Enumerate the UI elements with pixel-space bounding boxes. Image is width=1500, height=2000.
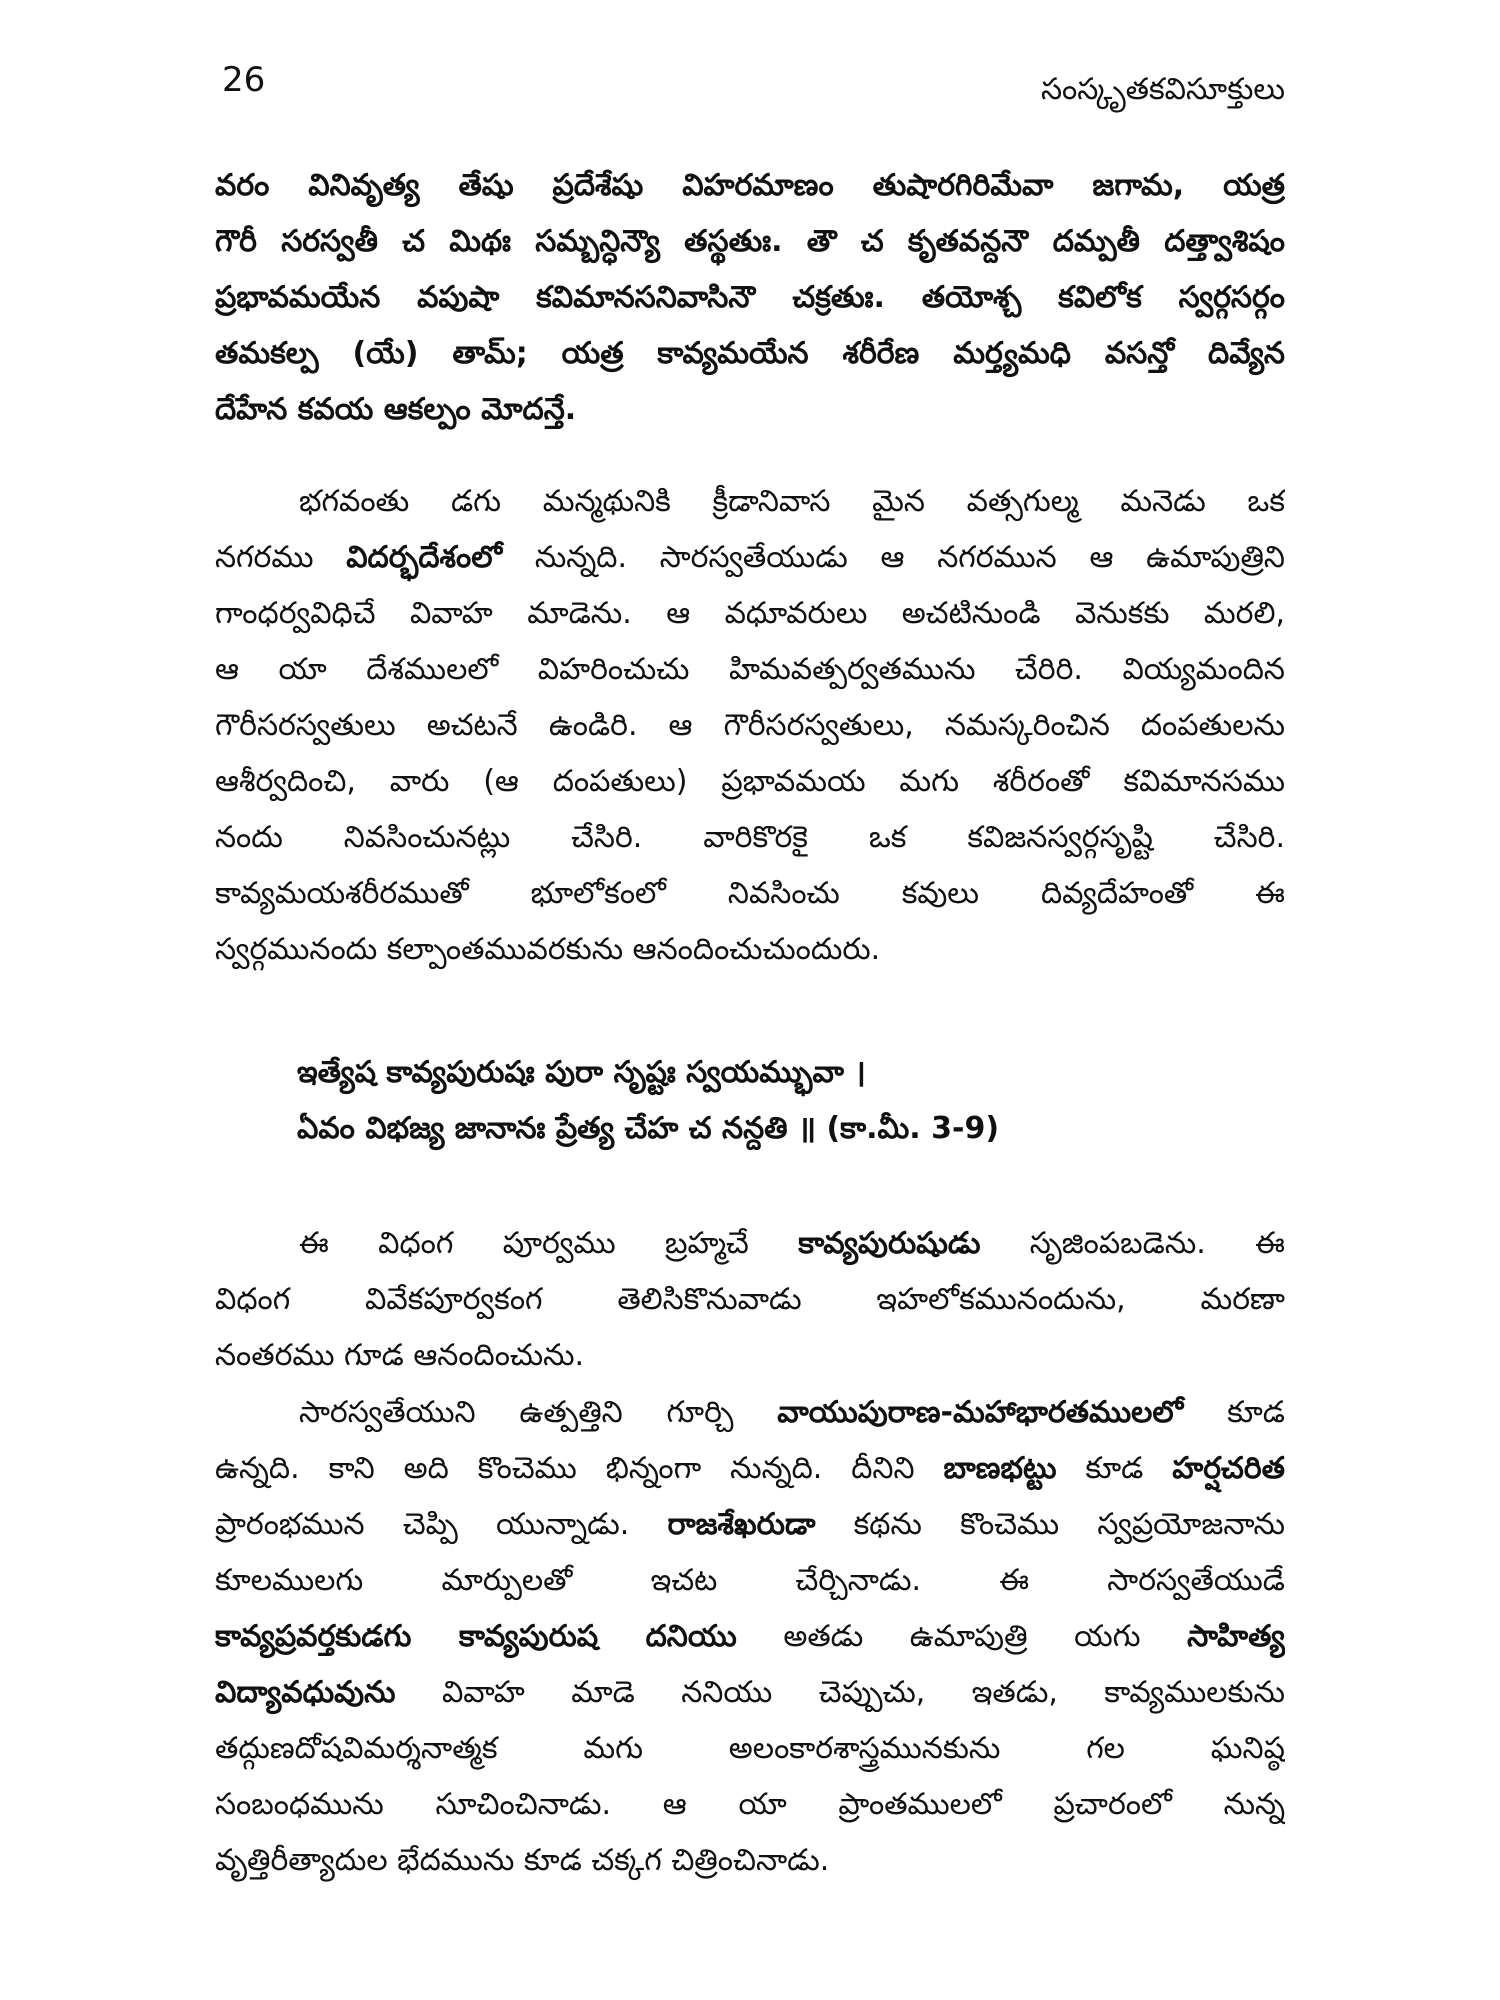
text-line: గాంధర్వవిధిచే వివాహ మాడెను. ఆ వధూవరులు అచటినుండి వెనుకకు మరలి,: [215, 596, 1285, 631]
text-line: సంబంధమును సూచించినాడు. ఆ యా ప్రాంతములలో ప్రచారంలో నున్న: [215, 1787, 1285, 1822]
bold-term: కావ్యప్రవర్తకుడగు కావ్యపురుష దనియు: [215, 1619, 737, 1654]
bold-term: రాజశేఖరుడా: [667, 1507, 816, 1542]
text-span: ఉన్నది. కాని అది కొంచెము భిన్నంగా నున్నది. దీనిని: [215, 1451, 944, 1486]
bold-term: బాణభట్టు: [943, 1451, 1057, 1486]
text-line: [215, 1216, 1285, 1272]
text-line: [215, 1609, 1285, 1665]
text-span: నున్నది. సారస్వతేయుడు ఆ నగరమున ఆ ఉమాపుత్రిని: [502, 540, 1285, 575]
page-number: 26: [222, 60, 266, 100]
text-span: వివాహ మాడె ననియు చెప్పుచు, ఇతడు, కావ్యములకును: [395, 1675, 1285, 1710]
text-line: భగవంతు డగు మన్మథునికి క్రీడానివాస మైన వత్సగుల్మ మనెడు ఒక: [299, 484, 1285, 519]
bold-term: కావ్యపురుషుడు: [798, 1226, 981, 1261]
text-line: తమకల్ప (యే) తామ్; యత్ర కావ్యమయేన శరీరేణ మర్త్యమధి వసన్తో దివ్యేన: [215, 336, 1285, 371]
paragraph-3: [215, 1385, 1285, 1889]
text-span: కూడ: [1183, 1395, 1285, 1430]
bold-term: వాయుపురాణ-మహాభారతములలో: [777, 1395, 1184, 1430]
text-line: గౌరీసరస్వతులు అచటనే ఉండిరి. ఆ గౌరీసరస్వతులు, నమస్కరించిన దంపతులను: [215, 708, 1285, 743]
text-line: ప్రభావమయేన వపుషా కవిమానసనివాసినౌ చక్రతుః. తయోశ్చ కవిలోక స్వర్గసర్గం: [215, 280, 1285, 315]
text-line: కూలములగు మార్పులతో ఇచట చేర్చినాడు. ఈ సారస్వతేయుడే: [215, 1563, 1285, 1598]
text-line: ఆశీర్వదించి, వారు (ఆ దంపతులు) ప్రభావమయ మగు శరీరంతో కవిమానసము: [215, 764, 1285, 799]
text-line: విధంగ వివేకపూర్వకంగ తెలిసికొనువాడు ఇహలోకమునందును, మరణా: [215, 1282, 1285, 1317]
text-line: ఆ యా దేశములలో విహరించుచు హిమవత్పర్వతమును చేరిరి. వియ్యమందిన: [215, 652, 1285, 687]
text-span: సారస్వతేయుని ఉత్పత్తిని గూర్చి: [299, 1395, 778, 1430]
verse-line: ఏవం విభజ్య జానానః ప్రేత్య చేహ చ నన్దతి ॥ (కా.మీ. 3-9): [297, 1111, 1000, 1146]
bold-term: విదర్భదేశంలో: [346, 540, 503, 575]
text-span: కథను కొంచెము స్వప్రయోజనాను: [815, 1507, 1285, 1542]
text-line: స్వర్గమునందు కల్పాంతమువరకును ఆనందించుచుందురు.: [215, 932, 881, 967]
text-line: కావ్యమయశరీరముతో భూలోకంలో నివసించు కవులు దివ్యదేహంతో ఈ: [215, 876, 1285, 911]
running-header-title: సంస్కృతకవిసూక్తులు: [1040, 72, 1285, 107]
text-line: తద్గుణదోషవిమర్శనాత్మక మగు అలంకారశాస్త్రమునకును గల ఘనిష్ఠ: [215, 1731, 1285, 1766]
text-line: [215, 1441, 1285, 1497]
text-line: నందు నివసించునట్లు చేసిరి. వారికొరకై ఒక కవిజనస్వర్గసృష్టి చేసిరి.: [215, 820, 1285, 855]
bold-term: హర్షచరిత: [1172, 1451, 1285, 1486]
bold-term: విద్యావధువును: [215, 1675, 396, 1710]
text-line: [215, 1385, 1285, 1441]
text-line: వరం వినివృత్య తేషు ప్రదేశేషు విహరమాణం తుషారగిరిమేవా జగామ, యత్ర: [215, 168, 1285, 203]
text-line: [215, 1665, 1285, 1721]
text-line: వృత్తిరీత్యాదుల భేదమును కూడ చక్కగ చిత్రించినాడు.: [215, 1843, 830, 1878]
text-span: అతడు ఉమాపుత్రి యగు: [736, 1619, 1188, 1654]
text-span: కూడ: [1056, 1451, 1173, 1486]
sanskrit-prose-block: [215, 158, 1285, 438]
text-line: [215, 530, 1285, 586]
verse-line: ఇత్యేష కావ్యపురుషః పురా సృష్టః స్వయమ్భువా ।: [297, 1055, 866, 1090]
text-span: ప్రారంభమున చెప్పి యున్నాడు.: [215, 1507, 668, 1542]
text-line: [215, 1497, 1285, 1553]
paragraph-2: [215, 1216, 1285, 1384]
text-span: సృజింపబడెను. ఈ: [980, 1226, 1285, 1261]
bold-term: సాహిత్య: [1187, 1619, 1285, 1654]
verse-block: [215, 1045, 1285, 1157]
text-line: నంతరము గూడ ఆనందించును.: [215, 1338, 585, 1373]
text-span: నగరము: [215, 540, 347, 575]
text-line: దేహేన కవయ ఆకల్పం మోదన్తే.: [215, 392, 577, 427]
text-span: ఈ విధంగ పూర్వము బ్రహ్మచే: [299, 1226, 799, 1261]
paragraph-1: [215, 474, 1285, 978]
text-line: గౌరీ సరస్వతీ చ మిథః సమ్బన్ధిన్యౌ తస్థతుః. తౌ చ కృతవన్దనౌ దమ్పతీ దత్త్వాశిషం: [215, 224, 1285, 259]
